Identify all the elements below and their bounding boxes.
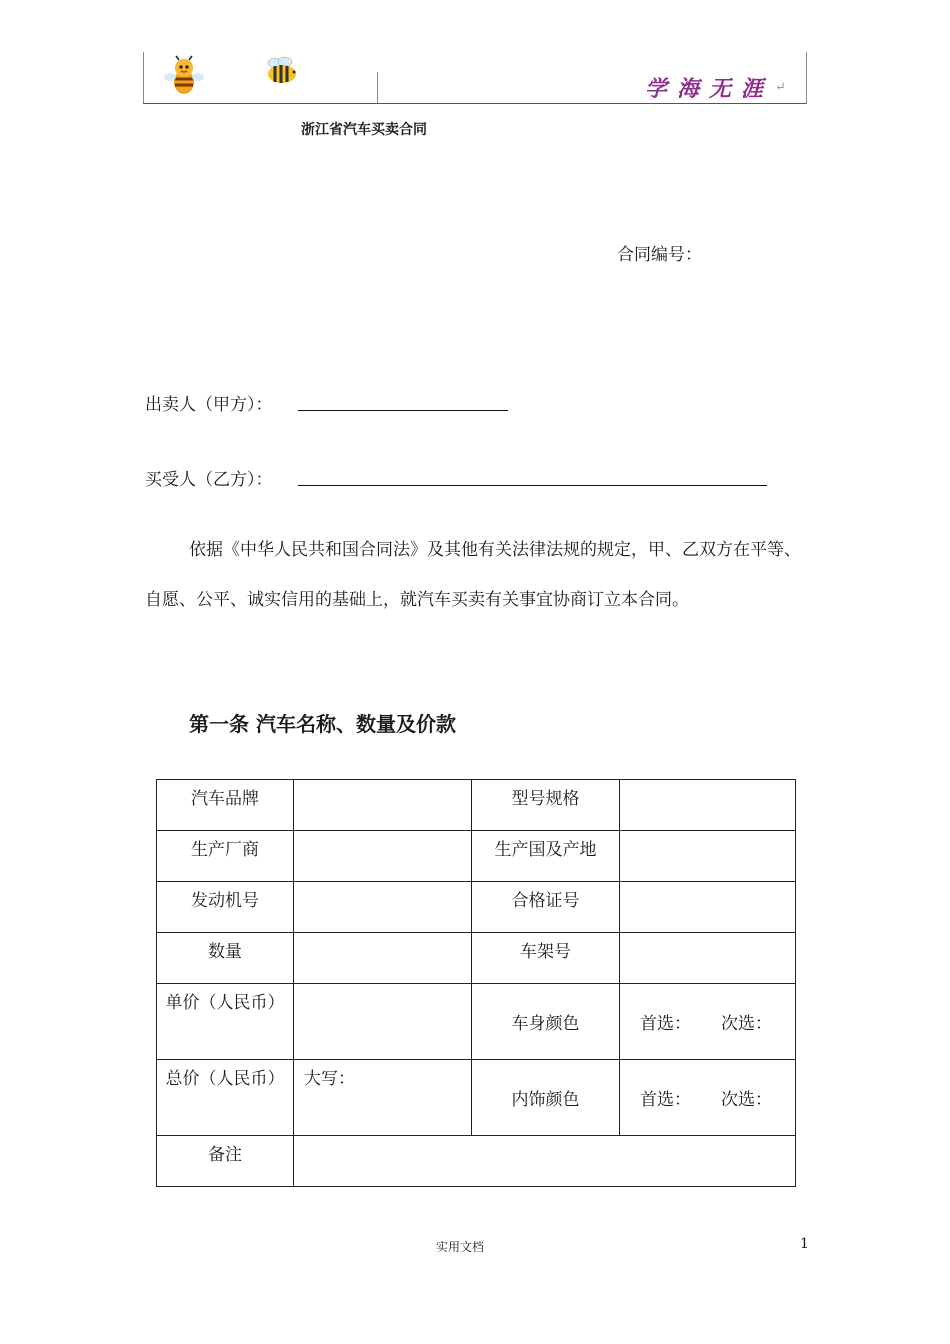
unit-price-input-cell[interactable] (294, 984, 472, 1060)
table-row (157, 933, 796, 984)
page-number: 1 (800, 1236, 809, 1252)
cell-label: 合格证号 (472, 882, 620, 933)
second-choice-label: 次选： (721, 1090, 772, 1110)
header-divider (806, 52, 807, 104)
seller-blank-line[interactable] (298, 409, 508, 411)
bee-icon (263, 56, 301, 86)
cell-label: 车架号 (472, 933, 620, 984)
origin-input-cell[interactable] (620, 831, 796, 882)
quantity-input-cell[interactable] (294, 933, 472, 984)
buyer-blank-line[interactable] (298, 484, 767, 486)
table-row (157, 882, 796, 933)
header-rule (143, 103, 806, 104)
frame-no-input-cell[interactable] (620, 933, 796, 984)
brand-input-cell[interactable] (294, 780, 472, 831)
vehicle-spec-table (156, 779, 796, 1187)
table-row (157, 984, 796, 1060)
cell-label: 内饰颜色 (472, 1060, 620, 1136)
body-color-prefs[interactable] (620, 984, 796, 1060)
header-divider (143, 52, 144, 104)
first-choice-label: 首选： (640, 1014, 691, 1034)
bee-mascot-icon (162, 55, 206, 99)
table-row (157, 780, 796, 831)
paragraph-mark: ↵ (775, 80, 786, 95)
table-row (157, 1060, 796, 1136)
cell-label: 车身颜色 (472, 984, 620, 1060)
table-row (157, 831, 796, 882)
intro-paragraph (145, 525, 805, 625)
second-choice-label: 次选： (721, 1014, 772, 1034)
buyer-label: 买受人（乙方）： (145, 470, 273, 490)
total-price-input-cell[interactable] (294, 1060, 472, 1136)
cell-label: 发动机号 (157, 882, 294, 933)
engine-no-input-cell[interactable] (294, 882, 472, 933)
document-title: 浙江省汽车买卖合同 (301, 122, 427, 138)
first-choice-label: 首选： (640, 1090, 691, 1110)
contract-number-label: 合同编号： (617, 245, 702, 265)
cell-label: 型号规格 (472, 780, 620, 831)
model-input-cell[interactable] (620, 780, 796, 831)
cell-label: 汽车品牌 (157, 780, 294, 831)
table-row (157, 1136, 796, 1187)
section-1-heading: 第一条 汽车名称、数量及价款 (189, 712, 456, 736)
cell-label: 备注 (157, 1136, 294, 1187)
cell-label: 单价（人民币） (157, 984, 294, 1060)
capital-label: 大写： (304, 1069, 355, 1089)
remarks-input-cell[interactable] (294, 1136, 796, 1187)
cell-label: 生产国及产地 (472, 831, 620, 882)
cell-label: 数量 (157, 933, 294, 984)
footer-label: 实用文档 (436, 1240, 485, 1254)
seller-label: 出卖人（甲方）： (145, 395, 273, 415)
header-divider (377, 72, 378, 104)
header-brand: 学海无涯 (645, 76, 774, 102)
cell-label: 总价（人民币） (157, 1060, 294, 1136)
cert-no-input-cell[interactable] (620, 882, 796, 933)
cell-label: 生产厂商 (157, 831, 294, 882)
interior-color-prefs[interactable] (620, 1060, 796, 1136)
manufacturer-input-cell[interactable] (294, 831, 472, 882)
intro-text: 依据《中华人民共和国合同法》及其他有关法律法规的规定，甲、乙双方在平等、自愿、公平、诚实信用的基础上，就汽车买卖有关事宜协商订立本合同。 (145, 540, 801, 610)
